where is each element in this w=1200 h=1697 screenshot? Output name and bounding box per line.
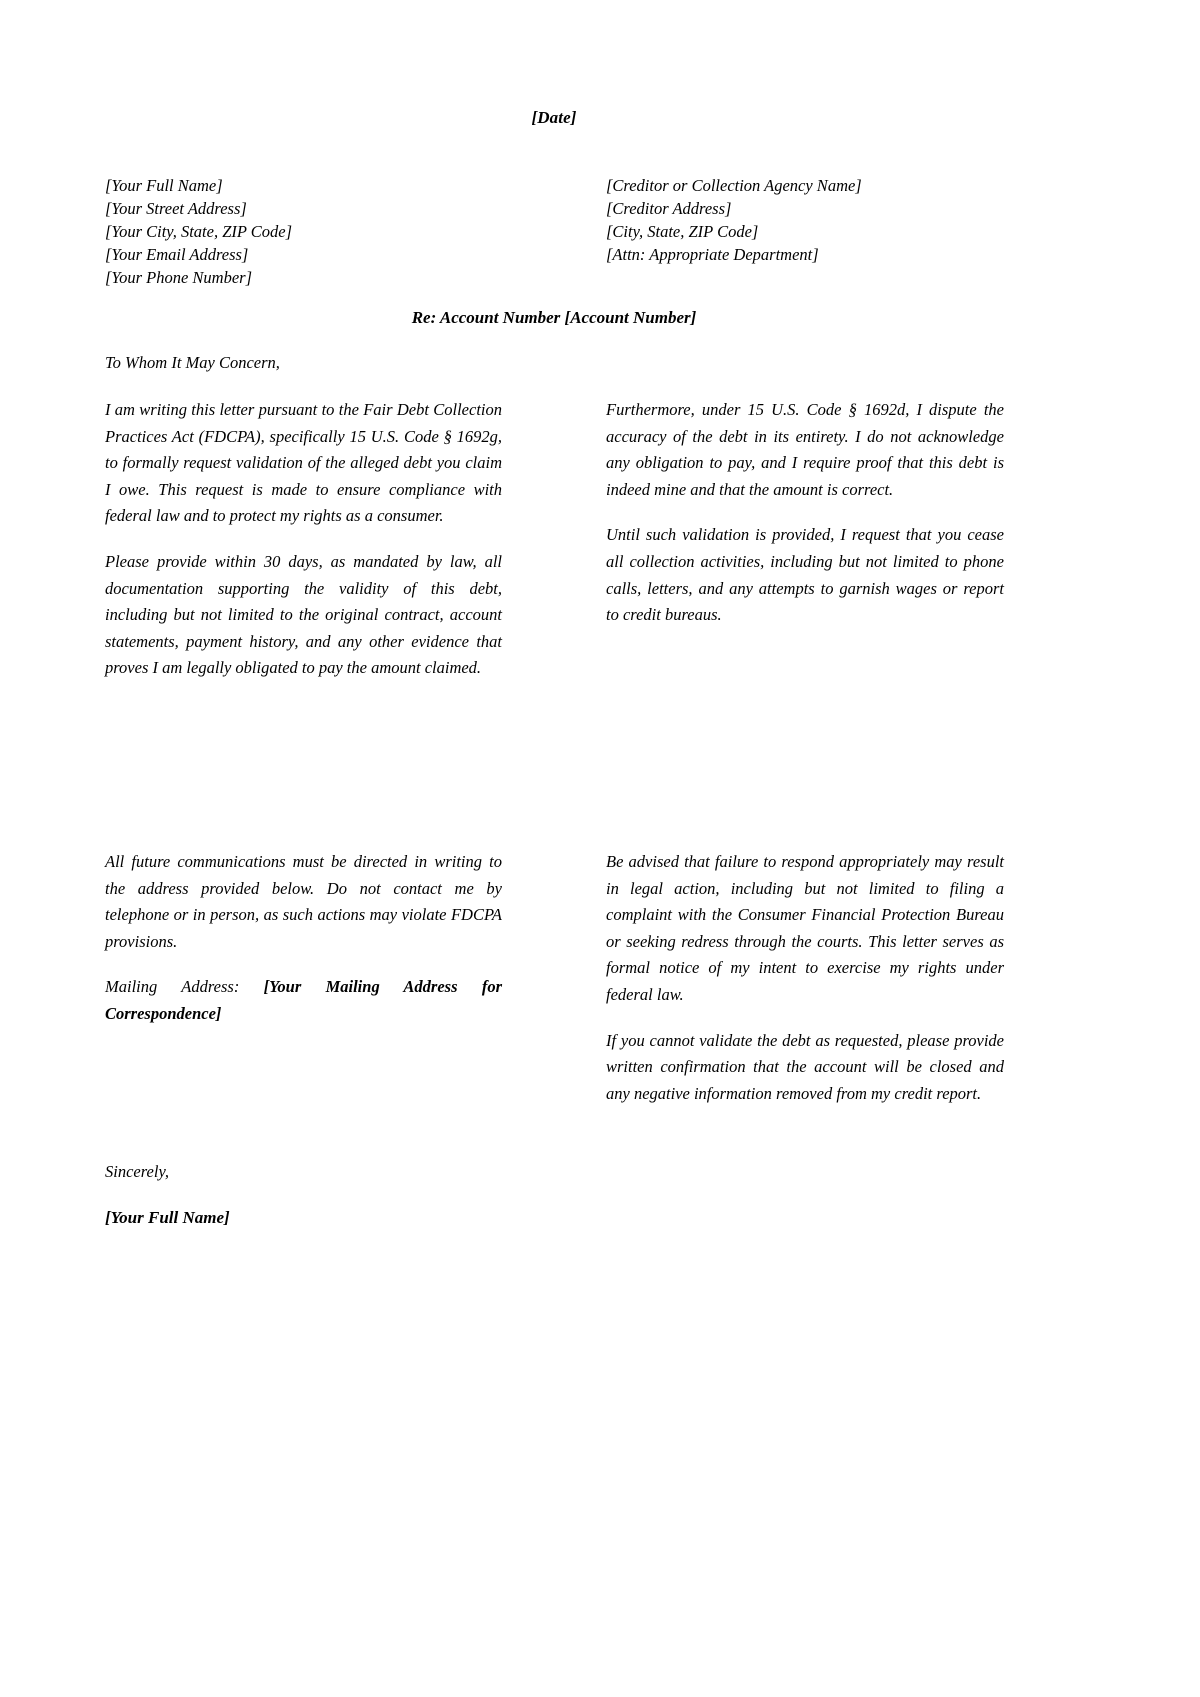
body-paragraph: Be advised that failure to respond appropriately may result in legal action, including but not limited to filing a complaint with the Consumer Financial Protection Bureau or seeking redress through the courts. This letter serves as formal notice of my intent to exercise my rights under federal law. (606, 852, 1004, 1004)
body-column-left-lower (105, 849, 502, 1028)
mailing-address-paragraph (105, 974, 502, 1027)
body-paragraph: Please provide within 30 days, as mandated by law, all documentation supporting the validity of this debt, including but not limited to the original contract, account statements, payment history, and any other evidence that proves I am legally obligated to pay the amount claimed. (105, 551, 502, 678)
date-placeholder: [Date] (531, 108, 577, 127)
recipient-address-block (606, 174, 1006, 266)
closing-salutation: Sincerely, (105, 1162, 169, 1181)
body-paragraph: I am writing this letter pursuant to the Fair Debt Collection Practices Act (FDCPA), specifically 15 U.S. Code § 1692g, to formally request validation of the alleged debt you claim I owe. This request is made to ensure compliance with federal law and to protect my rights as a consumer. (105, 400, 502, 526)
sender-address-line: [Your Full Name] (105, 176, 223, 195)
body-column-right-upper (606, 397, 1004, 629)
sender-address-block (105, 174, 505, 289)
recipient-address-line: [Creditor Address] (606, 199, 732, 218)
subject-line: Re: Account Number [Account Number] (411, 308, 697, 327)
salutation: To Whom It May Concern, (105, 353, 280, 372)
sender-address-line: [Your Phone Number] (105, 268, 252, 287)
sender-address-line: [Your Street Address] (105, 199, 247, 218)
mailing-address-label: Mailing Address: (105, 977, 264, 997)
recipient-address-line: [City, State, ZIP Code] (606, 222, 759, 241)
sender-address-line: [Your Email Address] (105, 245, 249, 264)
signature-name: [Your Full Name] (105, 1208, 230, 1227)
sender-address-line: [Your City, State, ZIP Code] (105, 222, 293, 241)
recipient-address-line: [Creditor or Collection Agency Name] (606, 176, 862, 195)
mailing-address-value: [Your Mailing Address for Correspondence] (105, 977, 503, 1023)
body-paragraph: Until such validation is provided, I request that you cease all collection activities, including but not limited to phone calls, letters, and any attempts to garnish wages or report to credit bureaus. (606, 525, 1004, 625)
recipient-address-line: [Attn: Appropriate Department] (606, 245, 819, 264)
body-column-right-lower (606, 849, 1004, 1107)
body-paragraph: If you cannot validate the debt as requested, please provide written confirmation that the account will be closed and any negative information removed from my credit report. (606, 1030, 1004, 1103)
body-paragraph: All future communications must be directed in writing to the address provided below. Do not contact me by telephone or in person, as such actions may violate FDCPA provisions. (105, 852, 502, 951)
body-paragraph: Furthermore, under 15 U.S. Code § 1692d, I dispute the accuracy of the debt in its entirety. I do not acknowledge any obligation to pay, and I require proof that this debt is indeed mine and that the amount is correct. (606, 400, 1004, 499)
body-column-left-upper (105, 397, 502, 682)
